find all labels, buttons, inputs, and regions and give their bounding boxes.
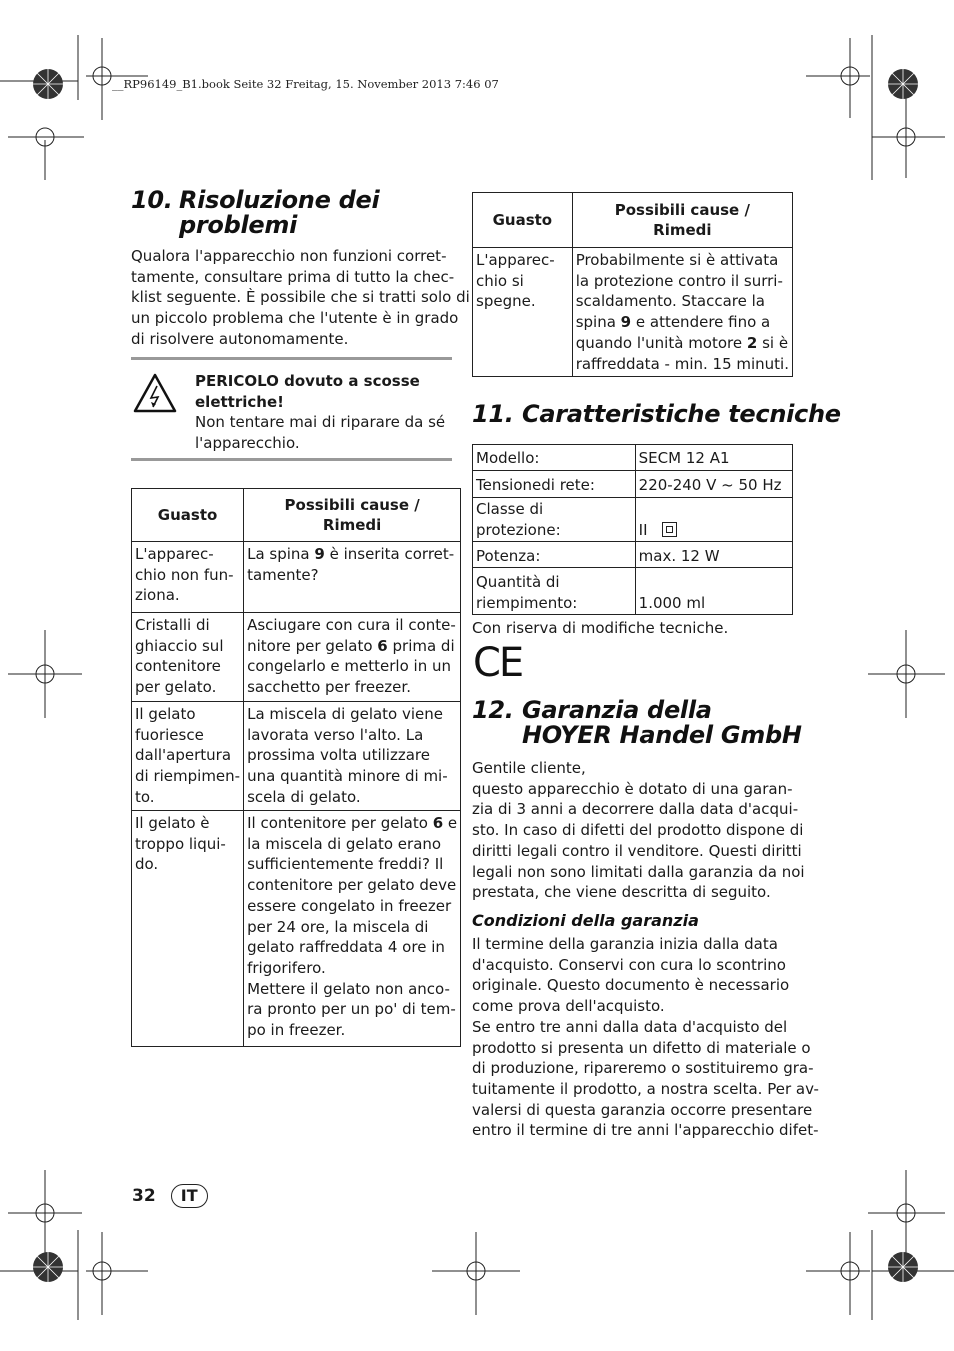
section-10-title-line2: problemi [179, 211, 298, 239]
col-header-remedy: Possibili cause / Rimedi [244, 489, 461, 542]
warning-top-rule [131, 357, 452, 360]
ce-mark-icon: CE [473, 640, 523, 686]
warranty-conditions-text: Il termine della garanzia inizia dalla data d'acquisto. Conservi con cura lo scontrino originale. Questo documento è necessario come prova dell'acquisto. Se entro tre anni dalla data d'acquisto del prodotto si presenta un difetto di materiale o di produzione, ripareremo o sostituiremo gra- tuitamente il prodotto, a nostra scelta. Per av- valersi di questa garanzia occorre presentare entro il termine di tre anni l'apparecchio difet- [472, 935, 819, 1140]
table-row [132, 613, 461, 702]
spec-value: 1.000 ml [635, 568, 792, 615]
col-header-remedy: Possibili cause / Rimedi [572, 193, 792, 248]
technical-changes-note: Con riserva di modifiche tecniche. [472, 619, 729, 637]
spec-value: max. 12 W [635, 542, 792, 568]
print-header-file-info: __RP96149_B1.book Seite 32 Freitag, 15. November 2013 7:46 07 [112, 77, 499, 91]
fault-cell: Cristalli di ghiaccio sul contenitore per gelato. [132, 613, 244, 702]
spec-row [473, 498, 793, 542]
intro-line: tamente, consultare prima di tutto la chec- [131, 267, 455, 286]
spec-value: 220-240 V ~ 50 Hz [635, 471, 792, 498]
warning-text-line1: Non tentare mai di riparare da sé [195, 413, 446, 432]
table-header-row [132, 489, 461, 542]
intro-line: Qualora l'apparecchio non funzioni corret- [131, 247, 447, 265]
table-row [132, 811, 461, 1047]
section-11-heading [472, 402, 841, 427]
warning-text-line2: l'apparecchio. [195, 434, 300, 453]
remedy-cell: Il contenitore per gelato 6 e la miscela di gelato erano sufficientemente freddi? Il contenitore per gelato deve essere congelato in freezer per 24 ore, la miscela di gelato raffreddata 4 ore in frigorifero. Mettere il gelato non anco- ra pronto per un po' di tem- po in freezer. [244, 811, 461, 1047]
language-badge: IT [171, 1184, 208, 1208]
table-header-row [473, 193, 793, 248]
remedy-cell: Asciugare con cura il conte- nitore per gelato 6 prima di congelarlo e metterlo in un sacchetto per freezer. [244, 613, 461, 702]
spec-row [473, 445, 793, 471]
remedy-cell: Probabilmente si è attivata la protezione contro il surri- scaldamento. Staccare la spina 9 e attendere fino a quando l'unità motore 2 si è raffreddata - min. 15 minuti. [572, 248, 792, 377]
intro-line: klist seguente. È possibile che si tratti solo di [131, 288, 470, 307]
col-header-fault: Guasto [132, 489, 244, 542]
spec-label: Classe di protezione: [473, 498, 636, 542]
section-12-intro: Gentile cliente, questo apparecchio è dotato di una garan- zia di 3 anni a decorrere dalla data d'acqui- sto. In caso di difetti del prodotto dispone di diritti legali contro il venditore. Questi diritti legali non sono limitati dalla garanzia da noi prestata, che viene descritta di seguito. [472, 759, 805, 902]
section-10-title-line1: Risoluzione dei [179, 186, 380, 214]
fault-cell: L'apparec- chio si spegne. [473, 248, 573, 377]
section-10-heading [131, 188, 379, 238]
section-10-intro [131, 246, 470, 350]
remedy-cell: La miscela di gelato viene lavorata verso l'alto. La prossima volta utilizzare una quantità minore di mi- scela di gelato. [244, 702, 461, 811]
spec-row [473, 471, 793, 498]
protection-class-ii-icon [662, 522, 677, 537]
warning-title-line1: PERICOLO dovuto a scosse [195, 372, 420, 390]
spec-label: Tensionedi rete: [473, 471, 636, 498]
technical-specs-table [472, 444, 793, 615]
page-number: 32 [132, 1186, 156, 1206]
col-header-fault: Guasto [473, 193, 573, 248]
remedy-cell: La spina 9 è inserita corret- tamente? [244, 542, 461, 613]
warning-title-line2: elettriche! [195, 392, 284, 411]
warning-block [195, 371, 445, 454]
spec-row [473, 568, 793, 615]
section-12-number: 12. [472, 696, 514, 724]
table-row [132, 702, 461, 811]
warranty-conditions-heading: Condizioni della garanzia [472, 911, 699, 930]
section-11-title: Caratteristiche tecniche [522, 400, 841, 428]
spec-label: Modello: [473, 445, 636, 471]
fault-cell: L'apparec- chio non fun- ziona. [132, 542, 244, 613]
table-row [132, 542, 461, 613]
spec-row [473, 542, 793, 568]
troubleshooting-table [131, 488, 461, 1047]
spec-value: SECM 12 A1 [635, 445, 792, 471]
troubleshooting-table-continued [472, 192, 793, 377]
page-footer [132, 1184, 208, 1208]
fault-cell: Il gelato è troppo liqui- do. [132, 811, 244, 1047]
section-12-title-line2: HOYER Handel GmbH [522, 721, 802, 749]
electric-shock-warning-icon [133, 373, 177, 413]
section-11-number: 11. [472, 400, 514, 428]
fault-cell: Il gelato fuoriesce dall'apertura di riempimen- to. [132, 702, 244, 811]
intro-line: un piccolo problema che l'utente è in grado [131, 309, 459, 328]
spec-label: Potenza: [473, 542, 636, 568]
section-12-heading [472, 698, 802, 748]
section-12-title-line1: Garanzia della [522, 696, 712, 724]
table-row [473, 248, 793, 377]
warning-bottom-rule [131, 458, 452, 461]
intro-line: di risolvere autonomamente. [131, 329, 349, 348]
spec-value: II [635, 498, 792, 542]
spec-label: Quantità di riempimento: [473, 568, 636, 615]
section-10-number: 10. [131, 186, 173, 214]
